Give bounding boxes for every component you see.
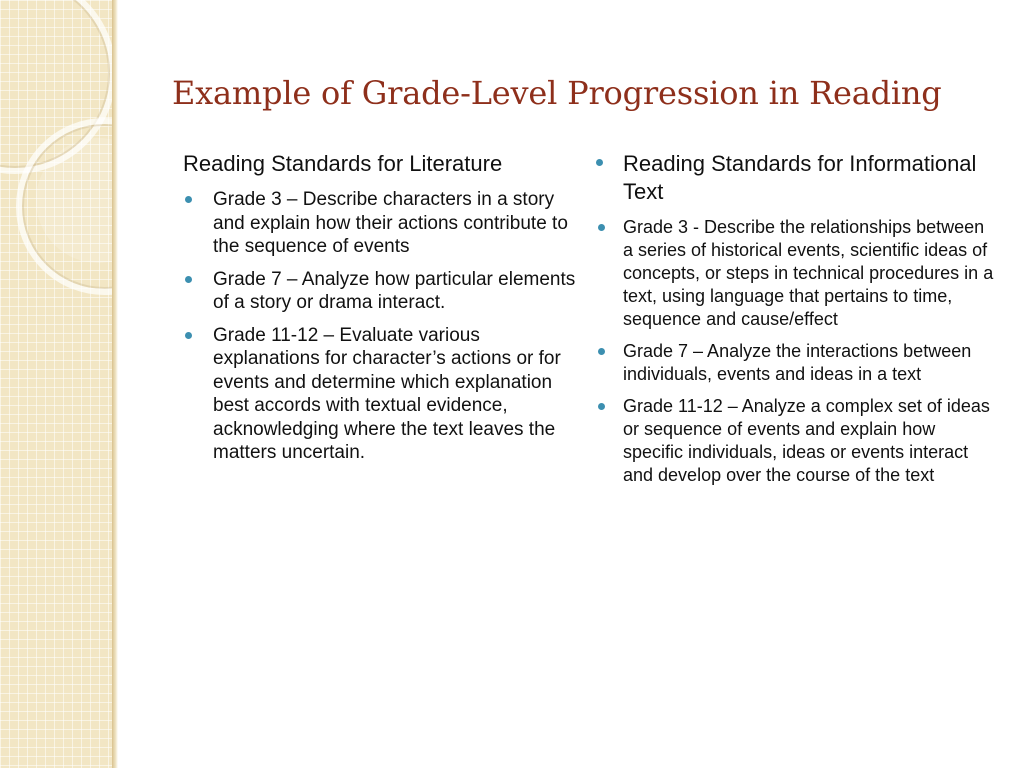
bullet-icon xyxy=(185,276,192,283)
literature-heading: Reading Standards for Literature xyxy=(183,151,503,176)
sidebar-edge xyxy=(112,0,118,768)
list-item-text: Grade 11-12 – Analyze a complex set of ideas or sequence of events and explain how specific individuals, ideas or events interact and develop over the course of the text xyxy=(623,396,990,485)
informational-list xyxy=(596,216,998,487)
decorative-sidebar xyxy=(0,0,112,768)
list-item xyxy=(183,324,585,465)
informational-column xyxy=(596,150,998,496)
list-item-text: Grade 3 - Describe the relationships between a series of historical events, scientific ideas of concepts, or steps in technical procedures in a text, using language that pertains to time, sequence and cause/effect xyxy=(623,217,994,329)
list-item-text: Grade 7 – Analyze how particular elements of a story or drama interact. xyxy=(213,268,576,313)
bullet-icon xyxy=(598,348,605,355)
list-item-text: Grade 7 – Analyze the interactions between individuals, events and ideas in a text xyxy=(623,341,972,384)
bullet-icon xyxy=(598,403,605,410)
list-item xyxy=(183,268,585,315)
list-item xyxy=(183,188,585,259)
literature-list xyxy=(183,188,585,465)
list-item xyxy=(596,216,998,331)
informational-heading xyxy=(596,150,998,206)
list-item xyxy=(596,340,998,386)
list-item xyxy=(596,395,998,487)
literature-column xyxy=(183,150,585,474)
bullet-icon xyxy=(185,196,192,203)
informational-heading-text: Reading Standards for Informational Text xyxy=(623,151,977,204)
slide-title: Example of Grade-Level Progression in Reading xyxy=(172,74,942,112)
bullet-icon xyxy=(596,159,603,166)
list-item-text: Grade 3 – Describe characters in a story and explain how their actions contribute to the sequence of events xyxy=(213,189,568,257)
bullet-icon xyxy=(598,224,605,231)
bullet-icon xyxy=(185,332,192,339)
list-item-text: Grade 11-12 – Evaluate various explanations for character’s actions or for events and determine which explanation best accords with textual evidence, acknowledging where the text leaves the matters uncertain. xyxy=(213,324,561,463)
